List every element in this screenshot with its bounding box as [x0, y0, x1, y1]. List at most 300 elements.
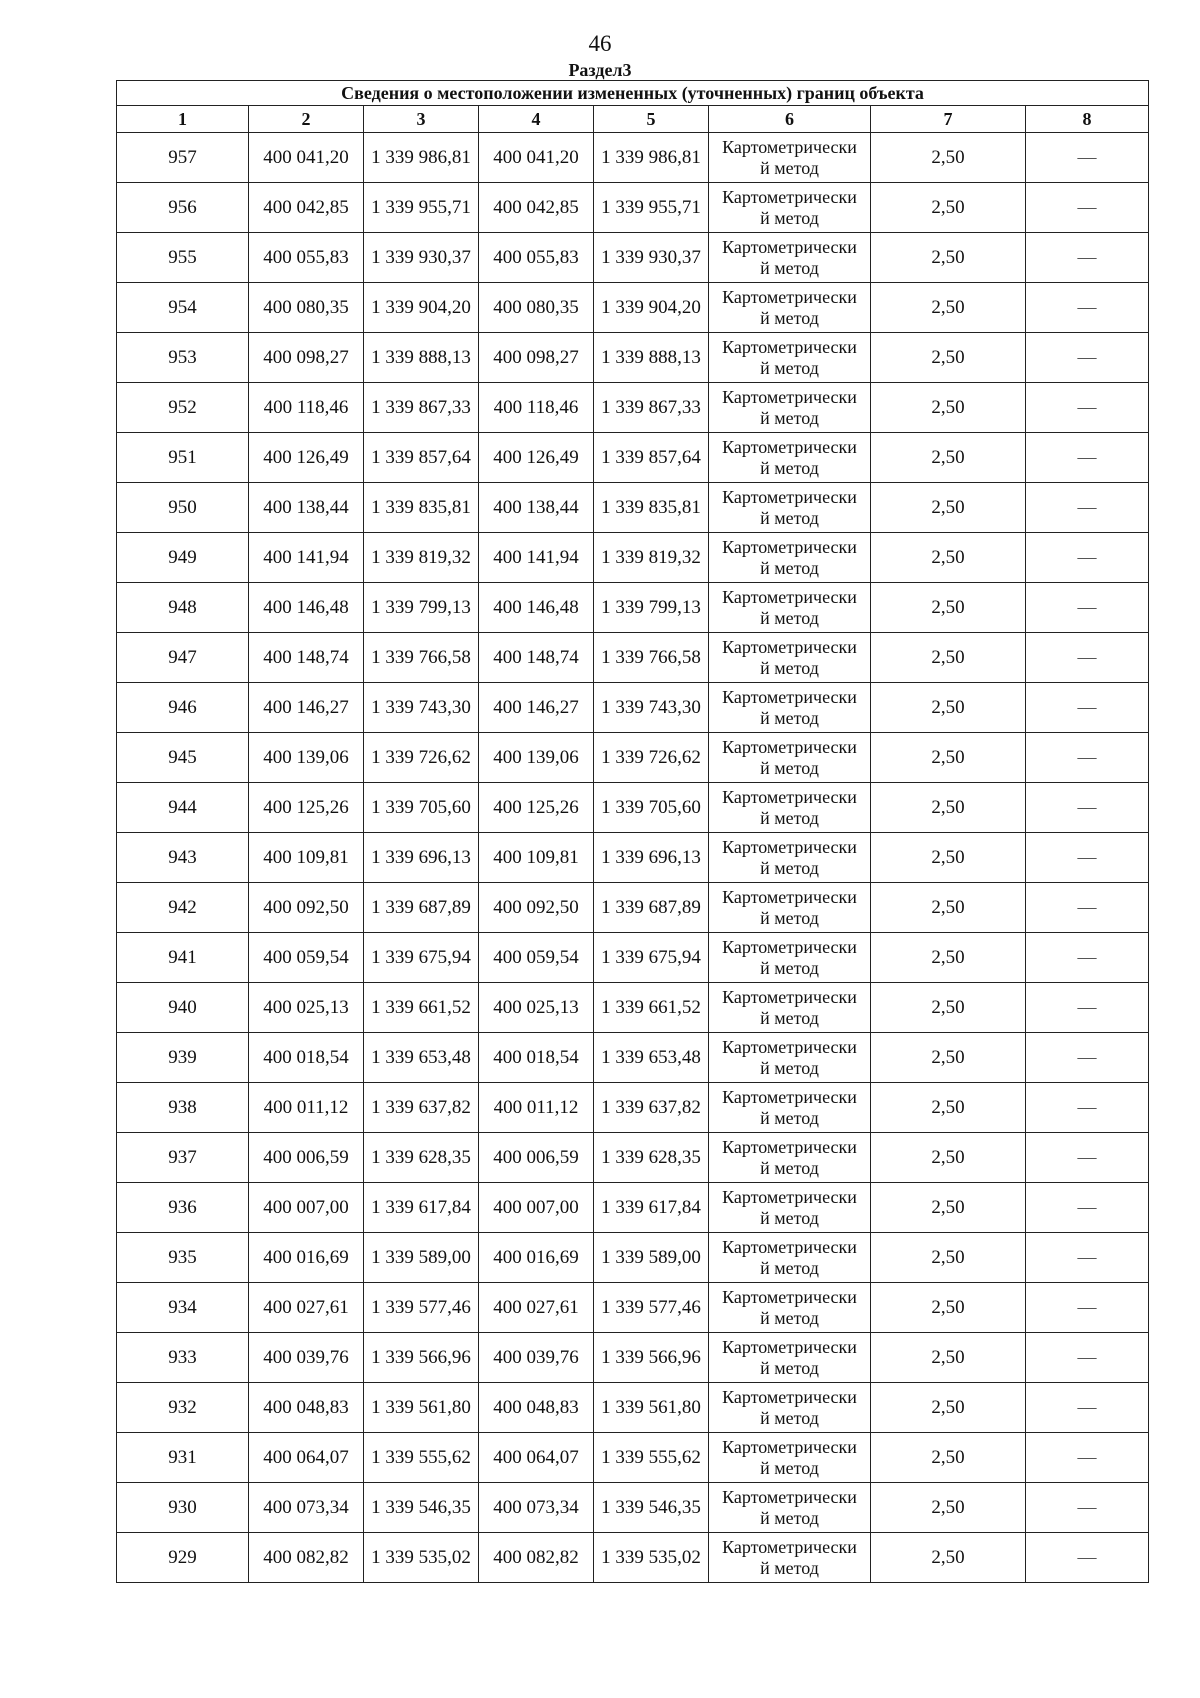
x-existing-cell: 400 055,83: [249, 233, 364, 283]
method-line-2: й метод: [760, 407, 819, 428]
x-existing-cell: 400 080,35: [249, 283, 364, 333]
column-number-row: [117, 106, 1149, 133]
method-line-1: Картометрически: [722, 286, 857, 307]
table-row: [117, 1183, 1149, 1233]
method-line-2: й метод: [760, 1307, 819, 1328]
x-existing-cell: 400 146,48: [249, 583, 364, 633]
note-cell: —: [1026, 1333, 1149, 1383]
method-cell: [709, 1433, 871, 1483]
y-existing-cell: 1 339 835,81: [364, 483, 479, 533]
x-refined-cell: 400 109,81: [479, 833, 594, 883]
point-number-cell: 944: [117, 783, 249, 833]
point-number-cell: 955: [117, 233, 249, 283]
method-line-1: Картометрически: [722, 1236, 857, 1257]
method-line-2: й метод: [760, 657, 819, 678]
x-existing-cell: 400 059,54: [249, 933, 364, 983]
column-number-3: 3: [364, 106, 479, 133]
x-refined-cell: 400 092,50: [479, 883, 594, 933]
method-cell: [709, 983, 871, 1033]
table-row: [117, 1483, 1149, 1533]
y-refined-cell: 1 339 628,35: [594, 1133, 709, 1183]
table-row: [117, 783, 1149, 833]
point-number-cell: 938: [117, 1083, 249, 1133]
y-refined-cell: 1 339 955,71: [594, 183, 709, 233]
x-existing-cell: 400 118,46: [249, 383, 364, 433]
y-refined-cell: 1 339 930,37: [594, 233, 709, 283]
note-cell: —: [1026, 833, 1149, 883]
table-row: [117, 1383, 1149, 1433]
accuracy-cell: 2,50: [871, 733, 1026, 783]
accuracy-cell: 2,50: [871, 1533, 1026, 1583]
method-cell: [709, 1283, 871, 1333]
x-existing-cell: 400 025,13: [249, 983, 364, 1033]
note-cell: —: [1026, 783, 1149, 833]
note-cell: —: [1026, 1033, 1149, 1083]
accuracy-cell: 2,50: [871, 1483, 1026, 1533]
method-cell: [709, 483, 871, 533]
note-cell: —: [1026, 283, 1149, 333]
method-line-1: Картометрически: [722, 786, 857, 807]
x-refined-cell: 400 141,94: [479, 533, 594, 583]
note-cell: —: [1026, 1383, 1149, 1433]
method-line-1: Картометрически: [722, 1486, 857, 1507]
y-refined-cell: 1 339 986,81: [594, 133, 709, 183]
note-cell: —: [1026, 483, 1149, 533]
method-line-1: Картометрически: [722, 1286, 857, 1307]
y-refined-cell: 1 339 561,80: [594, 1383, 709, 1433]
method-line-1: Картометрически: [722, 686, 857, 707]
y-existing-cell: 1 339 799,13: [364, 583, 479, 633]
table-row: [117, 1133, 1149, 1183]
method-line-2: й метод: [760, 1107, 819, 1128]
accuracy-cell: 2,50: [871, 133, 1026, 183]
method-cell: [709, 283, 871, 333]
method-cell: [709, 183, 871, 233]
x-existing-cell: 400 041,20: [249, 133, 364, 183]
method-line-2: й метод: [760, 707, 819, 728]
accuracy-cell: 2,50: [871, 633, 1026, 683]
method-cell: [709, 683, 871, 733]
accuracy-cell: 2,50: [871, 433, 1026, 483]
table-row: [117, 833, 1149, 883]
method-cell: [709, 1233, 871, 1283]
x-refined-cell: 400 055,83: [479, 233, 594, 283]
method-cell: [709, 833, 871, 883]
accuracy-cell: 2,50: [871, 483, 1026, 533]
note-cell: —: [1026, 933, 1149, 983]
x-existing-cell: 400 027,61: [249, 1283, 364, 1333]
method-line-1: Картометрически: [722, 186, 857, 207]
method-cell: [709, 1183, 871, 1233]
method-line-2: й метод: [760, 307, 819, 328]
point-number-cell: 949: [117, 533, 249, 583]
y-refined-cell: 1 339 555,62: [594, 1433, 709, 1483]
note-cell: —: [1026, 1533, 1149, 1583]
x-refined-cell: 400 059,54: [479, 933, 594, 983]
accuracy-cell: 2,50: [871, 1433, 1026, 1483]
accuracy-cell: 2,50: [871, 683, 1026, 733]
x-existing-cell: 400 018,54: [249, 1033, 364, 1083]
table-row: [117, 933, 1149, 983]
x-existing-cell: 400 109,81: [249, 833, 364, 883]
point-number-cell: 937: [117, 1133, 249, 1183]
method-line-2: й метод: [760, 207, 819, 228]
y-refined-cell: 1 339 726,62: [594, 733, 709, 783]
table-row: [117, 583, 1149, 633]
note-cell: —: [1026, 983, 1149, 1033]
method-cell: [709, 1133, 871, 1183]
x-existing-cell: 400 042,85: [249, 183, 364, 233]
x-refined-cell: 400 027,61: [479, 1283, 594, 1333]
method-line-1: Картометрически: [722, 386, 857, 407]
section-title: Раздел3: [568, 60, 632, 80]
x-refined-cell: 400 138,44: [479, 483, 594, 533]
y-refined-cell: 1 339 867,33: [594, 383, 709, 433]
point-number-cell: 948: [117, 583, 249, 633]
accuracy-cell: 2,50: [871, 183, 1026, 233]
y-existing-cell: 1 339 888,13: [364, 333, 479, 383]
method-line-1: Картометрически: [722, 136, 857, 157]
note-cell: —: [1026, 1083, 1149, 1133]
method-line-1: Картометрически: [722, 1536, 857, 1557]
accuracy-cell: 2,50: [871, 1083, 1026, 1133]
method-cell: [709, 783, 871, 833]
table-row: [117, 333, 1149, 383]
method-line-2: й метод: [760, 1557, 819, 1578]
x-refined-cell: 400 018,54: [479, 1033, 594, 1083]
point-number-cell: 933: [117, 1333, 249, 1383]
method-line-2: й метод: [760, 1457, 819, 1478]
accuracy-cell: 2,50: [871, 533, 1026, 583]
accuracy-cell: 2,50: [871, 1133, 1026, 1183]
x-refined-cell: 400 082,82: [479, 1533, 594, 1583]
x-refined-cell: 400 146,27: [479, 683, 594, 733]
method-line-2: й метод: [760, 557, 819, 578]
note-cell: —: [1026, 1183, 1149, 1233]
y-existing-cell: 1 339 726,62: [364, 733, 479, 783]
method-line-2: й метод: [760, 1157, 819, 1178]
y-existing-cell: 1 339 561,80: [364, 1383, 479, 1433]
table-caption: Сведения о местоположении измененных (уточненных) границ объекта: [117, 81, 1149, 106]
table-body: [117, 133, 1149, 1583]
y-refined-cell: 1 339 743,30: [594, 683, 709, 733]
note-cell: —: [1026, 383, 1149, 433]
method-line-2: й метод: [760, 257, 819, 278]
method-line-1: Картометрически: [722, 236, 857, 257]
y-refined-cell: 1 339 566,96: [594, 1333, 709, 1383]
point-number-cell: 956: [117, 183, 249, 233]
accuracy-cell: 2,50: [871, 983, 1026, 1033]
boundary-table: [116, 80, 1149, 1583]
point-number-cell: 952: [117, 383, 249, 433]
y-existing-cell: 1 339 653,48: [364, 1033, 479, 1083]
point-number-cell: 946: [117, 683, 249, 733]
note-cell: —: [1026, 233, 1149, 283]
method-line-1: Картометрически: [722, 336, 857, 357]
method-line-1: Картометрически: [722, 1386, 857, 1407]
y-existing-cell: 1 339 661,52: [364, 983, 479, 1033]
x-existing-cell: 400 098,27: [249, 333, 364, 383]
y-existing-cell: 1 339 766,58: [364, 633, 479, 683]
y-existing-cell: 1 339 743,30: [364, 683, 479, 733]
y-refined-cell: 1 339 577,46: [594, 1283, 709, 1333]
x-existing-cell: 400 092,50: [249, 883, 364, 933]
point-number-cell: 941: [117, 933, 249, 983]
y-refined-cell: 1 339 617,84: [594, 1183, 709, 1233]
point-number-cell: 953: [117, 333, 249, 383]
table-row: [117, 733, 1149, 783]
method-cell: [709, 133, 871, 183]
note-cell: —: [1026, 333, 1149, 383]
y-existing-cell: 1 339 857,64: [364, 433, 479, 483]
method-line-1: Картометрически: [722, 936, 857, 957]
table-row: [117, 183, 1149, 233]
y-existing-cell: 1 339 555,62: [364, 1433, 479, 1483]
x-existing-cell: 400 126,49: [249, 433, 364, 483]
table-row: [117, 433, 1149, 483]
point-number-cell: 934: [117, 1283, 249, 1333]
x-existing-cell: 400 139,06: [249, 733, 364, 783]
method-cell: [709, 733, 871, 783]
accuracy-cell: 2,50: [871, 1333, 1026, 1383]
accuracy-cell: 2,50: [871, 1383, 1026, 1433]
y-refined-cell: 1 339 904,20: [594, 283, 709, 333]
method-line-2: й метод: [760, 1057, 819, 1078]
method-line-1: Картометрически: [722, 486, 857, 507]
x-refined-cell: 400 007,00: [479, 1183, 594, 1233]
y-refined-cell: 1 339 661,52: [594, 983, 709, 1033]
x-existing-cell: 400 125,26: [249, 783, 364, 833]
x-refined-cell: 400 025,13: [479, 983, 594, 1033]
y-refined-cell: 1 339 675,94: [594, 933, 709, 983]
table-row: [117, 1283, 1149, 1333]
accuracy-cell: 2,50: [871, 783, 1026, 833]
method-line-2: й метод: [760, 357, 819, 378]
note-cell: —: [1026, 183, 1149, 233]
method-cell: [709, 383, 871, 433]
x-existing-cell: 400 007,00: [249, 1183, 364, 1233]
method-line-1: Картометрически: [722, 1186, 857, 1207]
table-row: [117, 633, 1149, 683]
column-number-8: 8: [1026, 106, 1149, 133]
x-existing-cell: 400 006,59: [249, 1133, 364, 1183]
table-row: [117, 383, 1149, 433]
point-number-cell: 945: [117, 733, 249, 783]
table-row: [117, 283, 1149, 333]
method-line-2: й метод: [760, 1007, 819, 1028]
note-cell: —: [1026, 683, 1149, 733]
method-line-1: Картометрически: [722, 886, 857, 907]
y-existing-cell: 1 339 675,94: [364, 933, 479, 983]
note-cell: —: [1026, 1133, 1149, 1183]
accuracy-cell: 2,50: [871, 833, 1026, 883]
method-line-2: й метод: [760, 1507, 819, 1528]
note-cell: —: [1026, 533, 1149, 583]
x-existing-cell: 400 073,34: [249, 1483, 364, 1533]
accuracy-cell: 2,50: [871, 1283, 1026, 1333]
method-cell: [709, 233, 871, 283]
method-cell: [709, 433, 871, 483]
x-refined-cell: 400 048,83: [479, 1383, 594, 1433]
x-refined-cell: 400 148,74: [479, 633, 594, 683]
x-existing-cell: 400 011,12: [249, 1083, 364, 1133]
method-line-2: й метод: [760, 807, 819, 828]
note-cell: —: [1026, 133, 1149, 183]
accuracy-cell: 2,50: [871, 583, 1026, 633]
note-cell: —: [1026, 1433, 1149, 1483]
y-refined-cell: 1 339 696,13: [594, 833, 709, 883]
x-existing-cell: 400 146,27: [249, 683, 364, 733]
x-refined-cell: 400 016,69: [479, 1233, 594, 1283]
method-cell: [709, 633, 871, 683]
method-line-2: й метод: [760, 507, 819, 528]
note-cell: —: [1026, 883, 1149, 933]
note-cell: —: [1026, 433, 1149, 483]
y-refined-cell: 1 339 589,00: [594, 1233, 709, 1283]
note-cell: —: [1026, 1283, 1149, 1333]
accuracy-cell: 2,50: [871, 383, 1026, 433]
note-cell: —: [1026, 733, 1149, 783]
point-number-cell: 935: [117, 1233, 249, 1283]
x-existing-cell: 400 048,83: [249, 1383, 364, 1433]
point-number-cell: 929: [117, 1533, 249, 1583]
x-refined-cell: 400 125,26: [479, 783, 594, 833]
x-refined-cell: 400 006,59: [479, 1133, 594, 1183]
x-refined-cell: 400 146,48: [479, 583, 594, 633]
method-line-2: й метод: [760, 757, 819, 778]
point-number-cell: 943: [117, 833, 249, 883]
method-cell: [709, 1483, 871, 1533]
accuracy-cell: 2,50: [871, 283, 1026, 333]
method-line-1: Картометрически: [722, 1086, 857, 1107]
method-cell: [709, 1533, 871, 1583]
y-existing-cell: 1 339 637,82: [364, 1083, 479, 1133]
method-line-1: Картометрически: [722, 436, 857, 457]
y-refined-cell: 1 339 835,81: [594, 483, 709, 533]
y-existing-cell: 1 339 687,89: [364, 883, 479, 933]
method-line-1: Картометрически: [722, 836, 857, 857]
x-refined-cell: 400 064,07: [479, 1433, 594, 1483]
method-cell: [709, 883, 871, 933]
y-refined-cell: 1 339 888,13: [594, 333, 709, 383]
table-row: [117, 1233, 1149, 1283]
accuracy-cell: 2,50: [871, 333, 1026, 383]
method-line-1: Картометрически: [722, 586, 857, 607]
x-existing-cell: 400 016,69: [249, 1233, 364, 1283]
y-refined-cell: 1 339 637,82: [594, 1083, 709, 1133]
y-refined-cell: 1 339 799,13: [594, 583, 709, 633]
page-number: 46: [588, 31, 612, 56]
y-existing-cell: 1 339 867,33: [364, 383, 479, 433]
point-number-cell: 932: [117, 1383, 249, 1433]
y-existing-cell: 1 339 986,81: [364, 133, 479, 183]
table-row: [117, 483, 1149, 533]
accuracy-cell: 2,50: [871, 1233, 1026, 1283]
point-number-cell: 939: [117, 1033, 249, 1083]
x-refined-cell: 400 118,46: [479, 383, 594, 433]
point-number-cell: 940: [117, 983, 249, 1033]
column-number-4: 4: [479, 106, 594, 133]
method-cell: [709, 533, 871, 583]
note-cell: —: [1026, 1233, 1149, 1283]
x-refined-cell: 400 011,12: [479, 1083, 594, 1133]
method-cell: [709, 333, 871, 383]
note-cell: —: [1026, 583, 1149, 633]
x-existing-cell: 400 082,82: [249, 1533, 364, 1583]
y-refined-cell: 1 339 705,60: [594, 783, 709, 833]
method-line-1: Картометрически: [722, 1336, 857, 1357]
column-number-6: 6: [709, 106, 871, 133]
method-line-2: й метод: [760, 457, 819, 478]
x-refined-cell: 400 126,49: [479, 433, 594, 483]
point-number-cell: 936: [117, 1183, 249, 1233]
table-row: [117, 683, 1149, 733]
accuracy-cell: 2,50: [871, 883, 1026, 933]
point-number-cell: 942: [117, 883, 249, 933]
x-refined-cell: 400 139,06: [479, 733, 594, 783]
y-refined-cell: 1 339 546,35: [594, 1483, 709, 1533]
x-refined-cell: 400 039,76: [479, 1333, 594, 1383]
y-existing-cell: 1 339 696,13: [364, 833, 479, 883]
method-cell: [709, 583, 871, 633]
y-existing-cell: 1 339 930,37: [364, 233, 479, 283]
y-existing-cell: 1 339 546,35: [364, 1483, 479, 1533]
x-refined-cell: 400 042,85: [479, 183, 594, 233]
method-line-2: й метод: [760, 157, 819, 178]
method-cell: [709, 1383, 871, 1433]
x-existing-cell: 400 064,07: [249, 1433, 364, 1483]
method-cell: [709, 933, 871, 983]
y-existing-cell: 1 339 819,32: [364, 533, 479, 583]
column-number-2: 2: [249, 106, 364, 133]
method-line-2: й метод: [760, 957, 819, 978]
y-existing-cell: 1 339 955,71: [364, 183, 479, 233]
table-row: [117, 1333, 1149, 1383]
column-number-7: 7: [871, 106, 1026, 133]
method-line-1: Картометрически: [722, 736, 857, 757]
x-existing-cell: 400 148,74: [249, 633, 364, 683]
y-existing-cell: 1 339 904,20: [364, 283, 479, 333]
y-refined-cell: 1 339 857,64: [594, 433, 709, 483]
point-number-cell: 947: [117, 633, 249, 683]
table-row: [117, 1533, 1149, 1583]
point-number-cell: 930: [117, 1483, 249, 1533]
note-cell: —: [1026, 1483, 1149, 1533]
table-row: [117, 533, 1149, 583]
method-cell: [709, 1333, 871, 1383]
point-number-cell: 931: [117, 1433, 249, 1483]
table-row: [117, 133, 1149, 183]
method-line-2: й метод: [760, 1257, 819, 1278]
method-cell: [709, 1083, 871, 1133]
y-existing-cell: 1 339 705,60: [364, 783, 479, 833]
y-existing-cell: 1 339 535,02: [364, 1533, 479, 1583]
method-line-1: Картометрически: [722, 1136, 857, 1157]
y-refined-cell: 1 339 819,32: [594, 533, 709, 583]
point-number-cell: 951: [117, 433, 249, 483]
method-line-1: Картометрически: [722, 536, 857, 557]
y-refined-cell: 1 339 535,02: [594, 1533, 709, 1583]
table-row: [117, 233, 1149, 283]
x-refined-cell: 400 041,20: [479, 133, 594, 183]
method-cell: [709, 1033, 871, 1083]
column-number-5: 5: [594, 106, 709, 133]
accuracy-cell: 2,50: [871, 233, 1026, 283]
method-line-1: Картометрически: [722, 1436, 857, 1457]
note-cell: —: [1026, 633, 1149, 683]
y-existing-cell: 1 339 566,96: [364, 1333, 479, 1383]
table-row: [117, 1033, 1149, 1083]
